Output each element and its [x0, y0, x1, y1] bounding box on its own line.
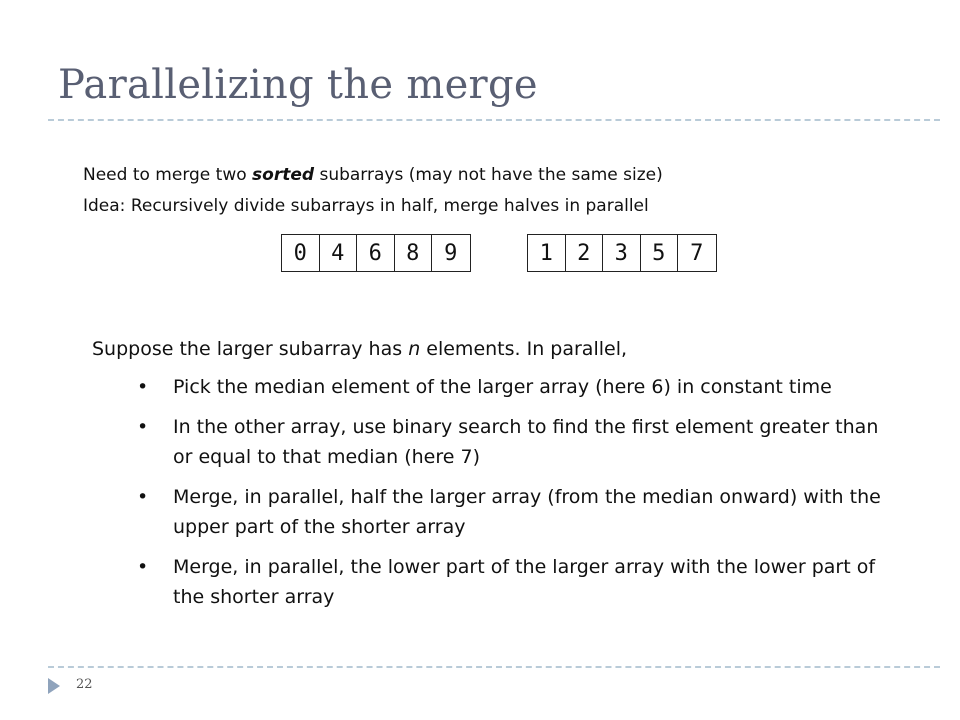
suppose-start: Suppose the larger subarray has — [92, 338, 409, 360]
title-divider — [48, 119, 940, 121]
array-cell: 5 — [641, 235, 679, 271]
slide-title: Parallelizing the merge — [58, 62, 538, 108]
bullet-text: Merge, in parallel, the lower part of the larger array with the lower part of the shorter array — [173, 556, 876, 608]
bullet-list — [137, 372, 897, 622]
array-cell: 8 — [395, 235, 433, 271]
bullet-text: In the other array, use binary search to find the first element greater than or equal to that median (here 7) — [173, 416, 879, 468]
bullet-item — [137, 552, 897, 612]
bullet-item — [137, 412, 897, 472]
intro-line-2: Idea: Recursively divide subarrays in half, merge halves in parallel — [83, 196, 649, 216]
intro-line-1-end: subarrays (may not have the same size) — [314, 165, 663, 185]
bullet-item — [137, 482, 897, 542]
variable-n: n — [408, 338, 421, 360]
page-number: 22 — [76, 677, 93, 692]
array-cell: 7 — [690, 240, 704, 266]
suppose-end: elements. In parallel, — [420, 338, 628, 360]
array-cell: 3 — [603, 235, 641, 271]
bullet-item — [137, 372, 897, 402]
array-cell: 6 — [357, 235, 395, 271]
intro-text — [83, 160, 663, 222]
bullet-text: Merge, in parallel, half the larger array (from the median onward) with the upper part of the shorter array — [173, 486, 881, 538]
array-cell: 9 — [444, 240, 458, 266]
triangle-right-icon — [48, 678, 60, 694]
right-sorted-array — [527, 234, 717, 272]
bullet-icon: • — [137, 486, 149, 508]
bullet-icon: • — [137, 376, 149, 398]
array-cell: 4 — [320, 235, 358, 271]
bullet-icon: • — [137, 416, 149, 438]
intro-emphasis-sorted: sorted — [252, 165, 315, 185]
bullet-icon: • — [137, 556, 149, 578]
footer-divider — [48, 666, 940, 668]
array-cell: 0 — [282, 235, 320, 271]
array-cell: 2 — [566, 235, 604, 271]
bullet-text: Pick the median element of the larger array (here 6) in constant time — [173, 376, 832, 398]
left-sorted-array — [281, 234, 471, 272]
array-cell: 1 — [528, 235, 566, 271]
intro-line-1 — [83, 160, 663, 191]
suppose-text — [92, 338, 627, 360]
intro-line-1-start: Need to merge two — [83, 165, 253, 185]
